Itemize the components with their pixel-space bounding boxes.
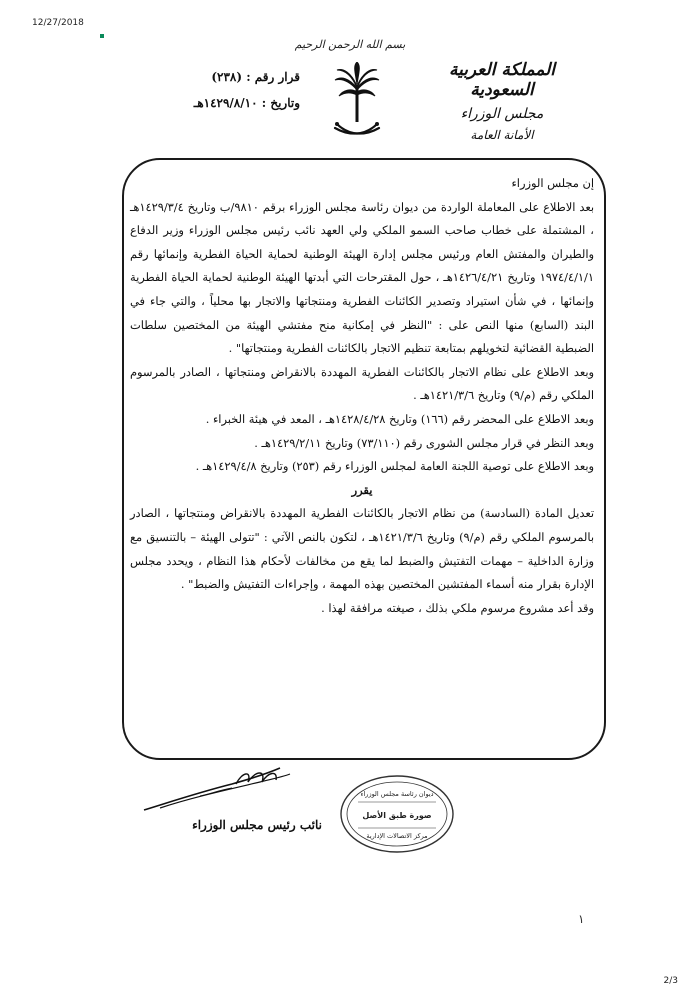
secretariat-name: الأمانة العامة <box>470 128 534 142</box>
council-name: مجلس الوزراء <box>460 106 544 122</box>
print-date: 12/27/2018 <box>32 18 84 28</box>
decision-body <box>130 172 594 620</box>
paragraph-committee-recommendation: وبعد الاطلاع على توصية اللجنة العامة لمجلس الوزراء رقم (٢٥٣) وتاريخ ١٤٢٩/٤/٨هـ . <box>195 459 594 474</box>
decision-date: وتاريخ : ١٤٢٩/٨/١٠هـ <box>193 96 300 110</box>
stamp-line-1: ديوان رئاسة مجلس الوزراء <box>360 790 434 798</box>
letterhead-right <box>422 60 582 142</box>
page-number: 2/3 <box>663 976 678 986</box>
stamp-line-2: صورة طبق الأصل <box>362 811 432 820</box>
palm-swords-emblem-icon <box>333 62 381 146</box>
stamp-line-3: مركز الاتصالات الإدارية <box>366 832 428 840</box>
paragraph-shura-decision: وبعد النظر في قرار مجلس الشورى رقم (٧٣/١١٠) وتاريخ ١٤٢٩/٢/١١هـ . <box>254 435 594 450</box>
kingdom-name: المملكة العربية السعودية <box>448 60 556 100</box>
paragraph-review-system: وبعد الاطلاع على نظام الاتجار بالكائنات الفطرية المهددة بالانقراض ومنتجاتها ، الصادر بالمرسوم الملكي رقم (م/٩) وتاريخ ١٤٢١/٣/٦هـ . <box>130 364 594 403</box>
decision-number: قرار رقم : (٢٣٨) <box>211 70 300 84</box>
paragraph-review-minutes: وبعد الاطلاع على المحضر رقم (١٦٦) وتاريخ ١٤٢٨/٤/٢٨هـ ، المعد في هيئة الخبراء . <box>205 411 594 426</box>
opening-line: إن مجلس الوزراء <box>511 176 594 190</box>
signatory-title: نائب رئيس مجلس الوزراء <box>192 818 322 832</box>
official-stamp <box>338 772 456 856</box>
decision-info <box>180 70 300 122</box>
basmala: بسم الله الرحمن الرحيم <box>294 38 406 51</box>
corner-mark: ١ <box>578 912 585 926</box>
paragraph-review-transaction: بعد الاطلاع على المعاملة الواردة من ديوان رئاسة مجلس الوزراء برقم ٩٨١٠/ب وتاريخ ١٤٢٩/٣/٤هـ ، المشتملة على خطاب صاحب السمو الملكي ولي العهد نائب رئيس مجلس الوزراء وزير الدفاع والطيران والمفتش العام ورئيس مجلس إدارة الهيئة الوطنية لحماية الحياة الفطرية وإنمائها رقم ١٩٧٤/٤/١/١ وتاريخ ١٤٢٦/٤/٢١هـ ، حول المقترحات التي أبدتها الهيئة الوطنية لحماية الحياة الفطرية وإنمائها ، في شأن استيراد وتصدير الكائنات الفطرية ومنتجاتها والاتجار بها محلياً ، والتي جاء في البند (السابع) منها النص على : "النظر في إمكانية منح مفتشي الهيئة من المختصين سلطات الضبطية القضائية لتخويلهم بمتابعة تنظيم الاتجار بالكائنات الفطرية ومنتجاتها" . <box>130 199 594 356</box>
handwritten-signature <box>140 762 300 816</box>
paragraph-amendment: تعديل المادة (السادسة) من نظام الاتجار بالكائنات الفطرية المهددة بالانقراض ومنتجاتها ، الصادر بالمرسوم الملكي رقم (م/٩) وتاريخ ١٤٢١/٣/٦هـ ، لتكون بالنص الآتي : "تتولى الهيئة – بالتنسيق مع وزارة الداخلية – مهمات التفتيش والضبط لما يقع من مخالفات لأحكام هذا النظام ، ويحدد مجلس الإدارة بقرار منه أسماء المفتشين المختصين بهذه المهمة ، وإجراءات التفتيش والضبط" . <box>130 506 594 592</box>
paragraph-draft-decree: وقد أعد مشروع مرسوم ملكي بذلك ، صيغته مرافقة لهذا . <box>321 600 594 615</box>
decides-heading: يقرر <box>351 482 373 497</box>
